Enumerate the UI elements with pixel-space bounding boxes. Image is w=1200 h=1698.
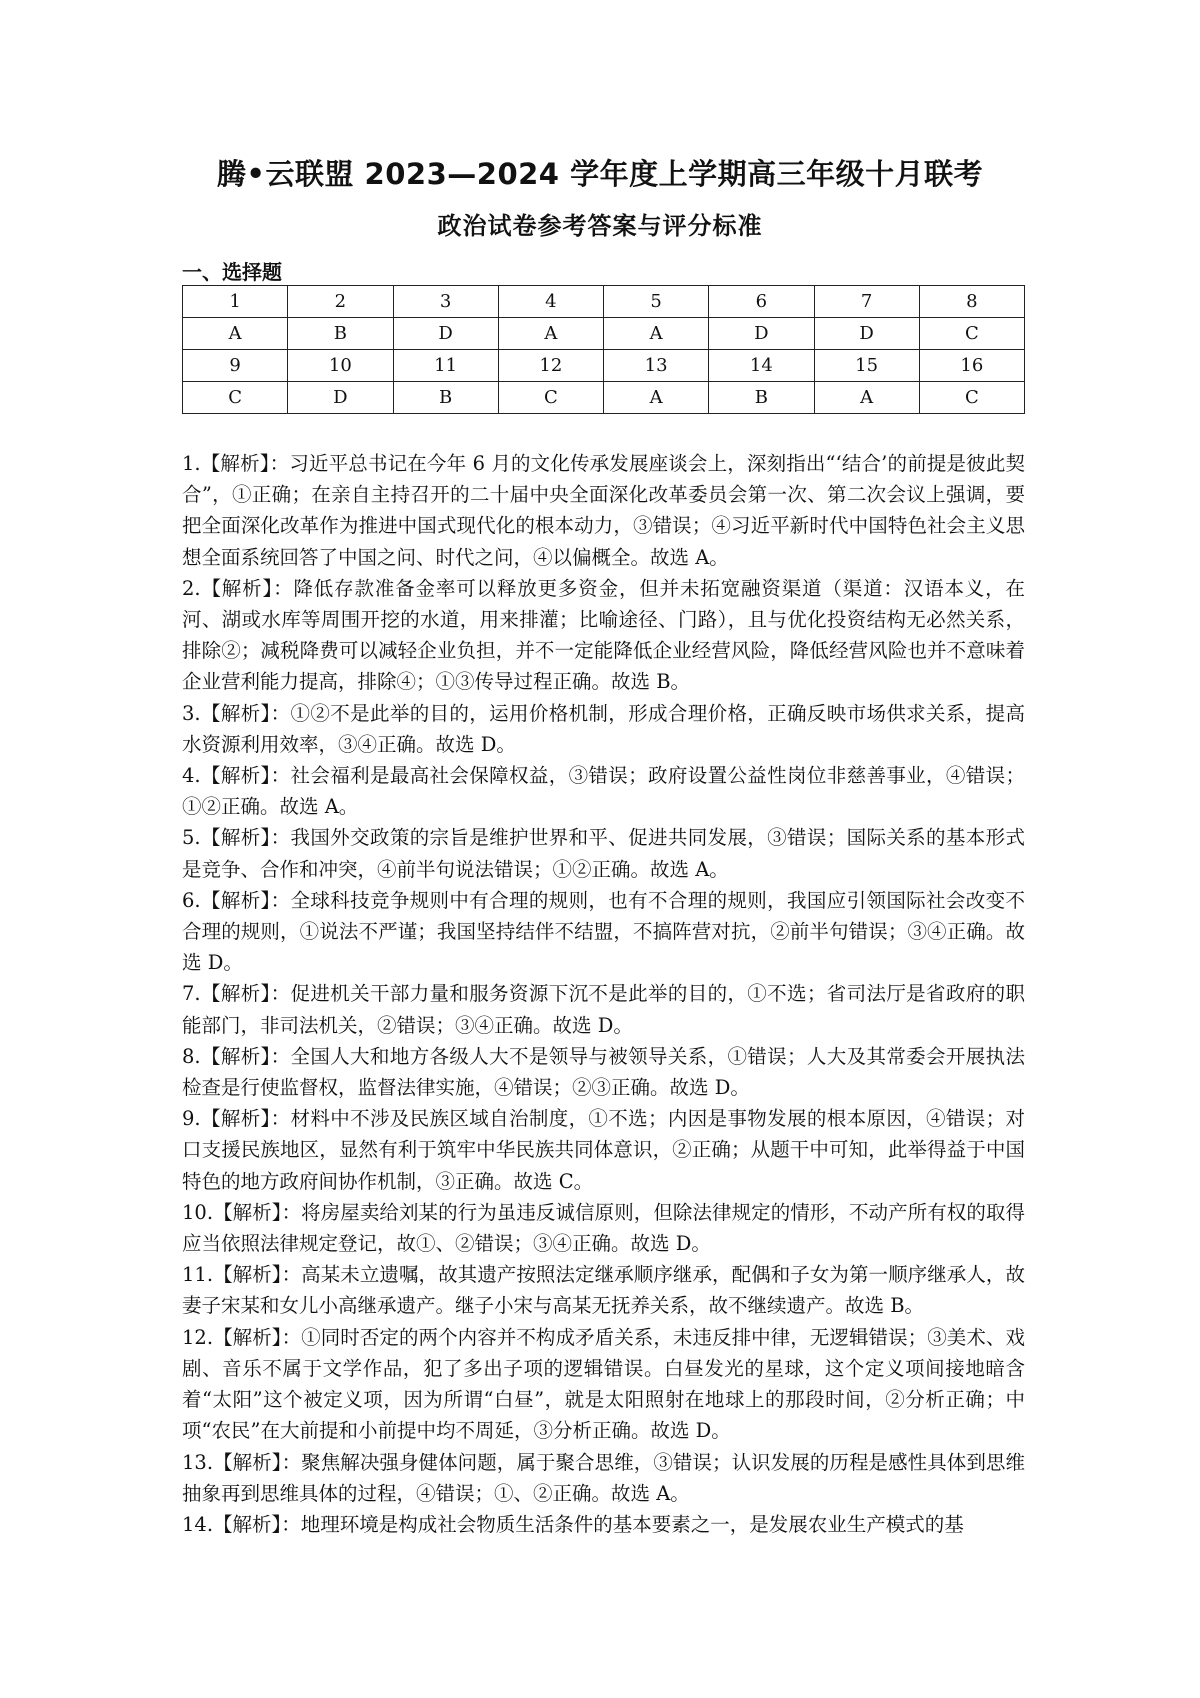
item-label: 【解析】	[213, 1512, 282, 1536]
item-number: 14.	[182, 1512, 214, 1536]
answer-table-answer-row	[183, 382, 1025, 414]
answer-table-cell: 3	[393, 286, 498, 318]
item-text: ：社会福利是最高社会保障权益，③错误；政府设置公益性岗位非慈善事业，④错误；①②正确。故选 A。	[182, 764, 1025, 819]
answer-table-cell: B	[709, 382, 814, 414]
item-number: 6.	[182, 888, 201, 912]
explanation-item	[182, 822, 1025, 884]
answer-table-cell: 7	[814, 286, 919, 318]
explanation-item	[182, 760, 1025, 822]
explanation-item	[182, 1509, 1025, 1540]
answer-table-cell: C	[498, 382, 603, 414]
item-number: 9.	[182, 1107, 201, 1131]
explanation-item	[182, 1197, 1025, 1259]
item-label: 【解析】	[200, 1107, 271, 1131]
item-number: 13.	[182, 1450, 214, 1474]
answer-table-cell: 6	[709, 286, 814, 318]
item-text: ：全球科技竞争规则中有合理的规则，也有不合理的规则，我国应引领国际社会改变不合理的规则，①说法不严谨；我国坚持结伴不结盟，不搞阵营对抗，②前半句错误；③④正确。故选 D。	[182, 888, 1025, 975]
answer-table-cell: 15	[814, 350, 919, 382]
item-text: ：聚焦解决强身健体问题，属于聚合思维，③错误；认识发展的历程是感性具体到思维抽象再到思维具体的过程，④错误；①、②正确。故选 A。	[182, 1450, 1025, 1505]
item-number: 7.	[182, 982, 201, 1006]
document-title: 腾•云联盟 2023—2024 学年度上学期高三年级十月联考	[216, 157, 984, 191]
explanation-item	[182, 698, 1025, 760]
answer-table-cell: A	[183, 318, 288, 350]
explanation-item	[182, 448, 1025, 573]
item-text: ：降低存款准备金率可以释放更多资金，但并未拓宽融资渠道（渠道：汉语本义，在河、湖或水库等周围开挖的水道，用来排灌；比喻途径、门路），且与优化投资结构无必然关系，排除②；减税降费可以减轻企业负担，并不一定能降低企业经营风险，降低经营风险也并不意味着企业营利能力提高，排除④；①③传导过程正确。故选 B。	[182, 576, 1025, 694]
item-number: 8.	[182, 1044, 201, 1068]
answer-table-cell: 8	[919, 286, 1024, 318]
answer-table-cell: D	[288, 382, 393, 414]
answer-table-cell: A	[498, 318, 603, 350]
explanation-item	[182, 1259, 1025, 1321]
item-number: 11.	[182, 1263, 214, 1287]
item-label: 【解析】	[200, 1044, 271, 1068]
answer-table-cell: A	[814, 382, 919, 414]
answer-table-cell: 10	[288, 350, 393, 382]
answer-table-cell: C	[183, 382, 288, 414]
answer-table-cell: 14	[709, 350, 814, 382]
answer-table-cell: A	[604, 318, 709, 350]
answer-table-cell: 5	[604, 286, 709, 318]
item-number: 3.	[182, 701, 201, 725]
item-number: 1.	[182, 452, 201, 475]
item-number: 10.	[182, 1200, 214, 1224]
answer-table-cell: 13	[604, 350, 709, 382]
item-label: 【解析】	[200, 888, 271, 912]
answer-table-cell: A	[604, 382, 709, 414]
answer-table-cell: 1	[183, 286, 288, 318]
item-number: 2.	[182, 576, 201, 600]
item-label: 【解析】	[213, 1325, 282, 1349]
item-text: ：习近平总书记在今年 6 月的文化传承发展座谈会上，深刻指出“‘结合’的前提是彼此契合”，①正确；在亲自主持召开的二十届中央全面深化改革委员会第一次、第二次会议上强调，要把全面深化改革作为推进中国式现代化的根本动力，③错误；④习近平新时代中国特色社会主义思想全面系统回答了中国之问、时代之问，④以偏概全。故选 A。	[182, 452, 1025, 569]
answer-table-cell: 11	[393, 350, 498, 382]
explanation-item	[182, 1322, 1025, 1447]
answer-table-cell: 4	[498, 286, 603, 318]
item-label: 【解析】	[200, 576, 274, 600]
answer-table-cell: 9	[183, 350, 288, 382]
item-label: 【解析】	[213, 1450, 282, 1474]
item-label: 【解析】	[200, 764, 271, 788]
explanation-item	[182, 573, 1025, 698]
item-label: 【解析】	[213, 1200, 282, 1224]
item-text: ：促进机关干部力量和服务资源下沉不是此举的目的，①不选；省司法厅是省政府的职能部门，非司法机关，②错误；③④正确。故选 D。	[182, 982, 1025, 1037]
item-number: 12.	[182, 1325, 214, 1349]
explanation-item	[182, 1447, 1025, 1509]
item-text: ：①同时否定的两个内容并不构成矛盾关系，未违反排中律，无逻辑错误；③美术、戏剧、音乐不属于文学作品，犯了多出子项的逻辑错误。白昼发光的星球，这个定义项间接地暗含着“太阳”这个被定义项，因为所谓“白昼”，就是太阳照射在地球上的那段时间，②分析正确；中项“农民”在大前提和小前提中均不周延，③分析正确。故选 D。	[182, 1325, 1025, 1443]
item-label: 【解析】	[200, 982, 271, 1006]
item-text: ：地理环境是构成社会物质生活条件的基本要素之一，是发展农业生产模式的基	[281, 1512, 964, 1536]
explanation-item	[182, 978, 1025, 1040]
answer-table-cell: 16	[919, 350, 1024, 382]
answer-table-number-row	[183, 350, 1025, 382]
answer-table-cell: C	[919, 382, 1024, 414]
explanation-list	[182, 448, 1025, 1540]
answer-table-cell: D	[393, 318, 498, 350]
item-label: 【解析】	[200, 826, 271, 850]
answer-table-cell: 12	[498, 350, 603, 382]
explanation-item	[182, 885, 1025, 979]
item-number: 5.	[182, 826, 201, 850]
item-text: ：将房屋卖给刘某的行为虽违反诚信原则，但除法律规定的情形，不动产所有权的取得应当依照法律规定登记，故①、②错误；③④正确。故选 D。	[182, 1200, 1025, 1256]
document-subtitle: 政治试卷参考答案与评分标准	[437, 212, 763, 240]
answer-table-cell: B	[393, 382, 498, 414]
answer-table-cell: D	[814, 318, 919, 350]
explanation-item	[182, 1041, 1025, 1103]
item-text: ：我国外交政策的宗旨是维护世界和平、促进共同发展，③错误；国际关系的基本形式是竞争、合作和冲突，④前半句说法错误；①②正确。故选 A。	[182, 826, 1025, 881]
explanation-item	[182, 1103, 1025, 1197]
item-text: ：①②不是此举的目的，运用价格机制，形成合理价格，正确反映市场供求关系，提高水资源利用效率，③④正确。故选 D。	[182, 701, 1025, 756]
section-heading-choice: 一、选择题	[182, 260, 282, 284]
answer-table	[182, 285, 1025, 414]
answer-table-cell: C	[919, 318, 1024, 350]
item-text: ：全国人大和地方各级人大不是领导与被领导关系，①错误；人大及其常委会开展执法检查是行使监督权，监督法律实施，④错误；②③正确。故选 D。	[182, 1044, 1025, 1100]
item-label: 【解析】	[200, 452, 270, 475]
item-label: 【解析】	[213, 1263, 282, 1287]
item-label: 【解析】	[200, 701, 271, 725]
answer-table-cell: 2	[288, 286, 393, 318]
item-text: ：材料中不涉及民族区域自治制度，①不选；内因是事物发展的根本原因，④错误；对口支援民族地区，显然有利于筑牢中华民族共同体意识，②正确；从题干中可知，此举得益于中国特色的地方政府间协作机制，③正确。故选 C。	[182, 1107, 1025, 1193]
answer-table-answer-row	[183, 318, 1025, 350]
item-number: 4.	[182, 764, 201, 788]
answer-table-cell: D	[709, 318, 814, 350]
answer-table-number-row	[183, 286, 1025, 318]
answer-table-cell: B	[288, 318, 393, 350]
item-text: ：高某未立遗嘱，故其遗产按照法定继承顺序继承，配偶和子女为第一顺序继承人，故妻子宋某和女儿小高继承遗产。继子小宋与高某无抚养关系，故不继续遗产。故选 B。	[182, 1263, 1025, 1318]
